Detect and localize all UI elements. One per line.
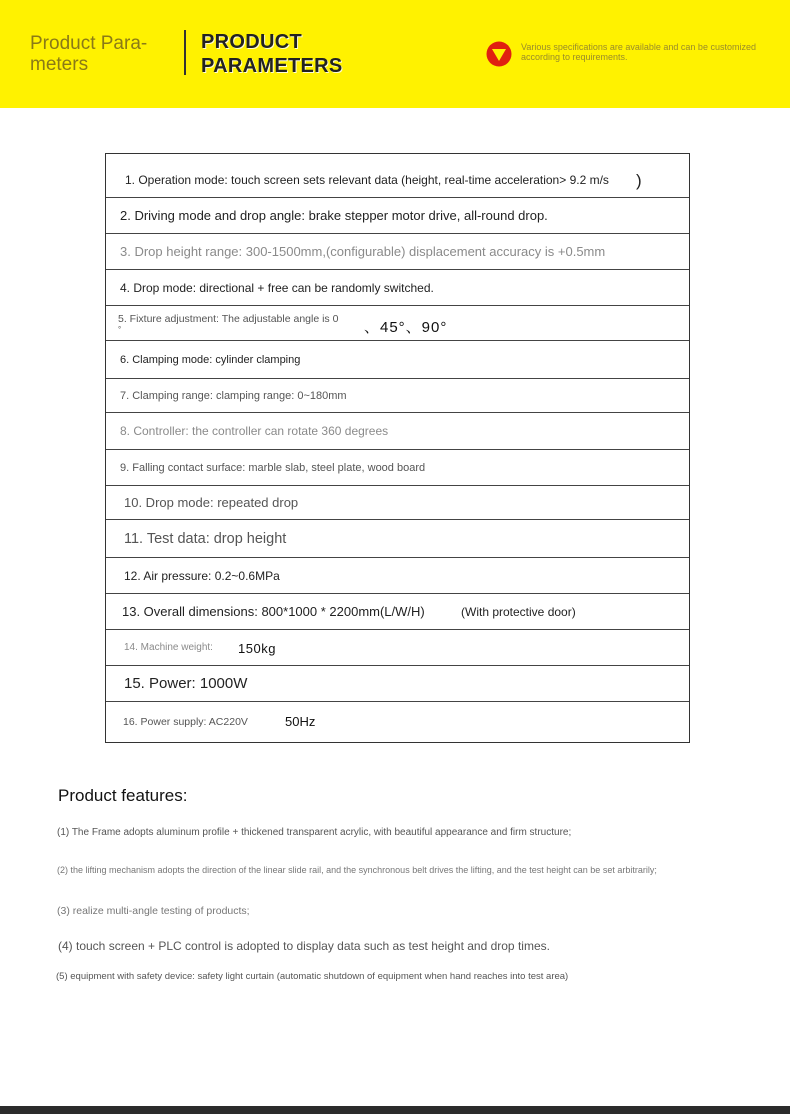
param-row-3	[106, 234, 689, 270]
param-extra: )	[636, 171, 642, 190]
param-extra: (With protective door)	[461, 605, 576, 619]
feature-item-4: (4) touch screen + PLC control is adopted to display data such as test height and drop times.	[58, 939, 550, 953]
param-row-16	[106, 702, 689, 742]
features-title: Product features:	[58, 786, 188, 805]
param-row-10	[106, 486, 689, 520]
param-row-6	[106, 341, 689, 379]
param-row-11	[106, 520, 689, 558]
param-text: 14. Machine weight:	[124, 642, 213, 653]
param-text: 13. Overall dimensions: 800*1000 * 2200mm(L/W/H)	[122, 604, 425, 619]
param-extra: 150kg	[238, 641, 276, 656]
bottom-bar	[0, 1106, 790, 1114]
param-row-5	[106, 306, 689, 341]
feature-item-3: (3) realize multi-angle testing of products;	[57, 905, 250, 917]
param-row-7	[106, 379, 689, 413]
param-row-8	[106, 413, 689, 450]
param-row-15	[106, 666, 689, 702]
param-sub: °	[118, 325, 122, 334]
param-row-12	[106, 558, 689, 594]
param-row-9	[106, 450, 689, 486]
param-text: 1. Operation mode: touch screen sets relevant data (height, real-time acceleration> 9.2 m/s	[125, 173, 609, 187]
param-row-13	[106, 594, 689, 630]
param-text: 7. Clamping range: clamping range: 0~180mm	[120, 389, 347, 402]
param-extra: 、45°、90°	[364, 319, 448, 336]
feature-item-2: (2) the lifting mechanism adopts the direction of the linear slide rail, and the synchronous belt drives the lifting, and the test height can be set arbitrarily;	[57, 865, 657, 875]
header-note: Various specifications are available and can be customized according to requirements.	[521, 42, 756, 62]
param-row-1	[106, 154, 689, 198]
param-text: 3. Drop height range: 300-1500mm,(configurable) displacement accuracy is +0.5mm	[120, 244, 606, 259]
param-row-4	[106, 270, 689, 306]
header-banner	[0, 0, 790, 108]
param-text: 8. Controller: the controller can rotate 360 degrees	[120, 424, 389, 438]
param-text: 11. Test data: drop height	[124, 530, 287, 547]
param-text: 9. Falling contact surface: marble slab, steel plate, wood board	[120, 461, 426, 474]
header-title-left: Product Para-meters	[30, 33, 148, 75]
param-text: 15. Power: 1000W	[124, 675, 248, 692]
param-extra: 50Hz	[285, 714, 316, 729]
feature-item-5: (5) equipment with safety device: safety light curtain (automatic shutdown of equipment when hand reaches into test area)	[56, 971, 569, 982]
param-row-14	[106, 630, 689, 666]
parameters-table	[105, 153, 690, 743]
param-text: 6. Clamping mode: cylinder clamping	[120, 353, 301, 366]
param-text: 4. Drop mode: directional + free can be randomly switched.	[120, 280, 434, 295]
param-text: 2. Driving mode and drop angle: brake stepper motor drive, all-round drop.	[120, 208, 548, 223]
param-text: 10. Drop mode: repeated drop	[124, 495, 299, 510]
param-text: 5. Fixture adjustment: The adjustable angle is 0	[118, 313, 339, 325]
param-text: 12. Air pressure: 0.2~0.6MPa	[124, 568, 280, 583]
header-divider	[184, 30, 186, 75]
feature-item-1: (1) The Frame adopts aluminum profile + thickened transparent acrylic, with beautiful appearance and firm structure;	[57, 827, 572, 838]
header-title-main: PRODUCT PARAMETERS	[201, 31, 343, 77]
down-triangle-badge-icon	[486, 41, 512, 67]
param-row-2	[106, 198, 689, 234]
param-text: 16. Power supply: AC220V	[123, 716, 248, 728]
